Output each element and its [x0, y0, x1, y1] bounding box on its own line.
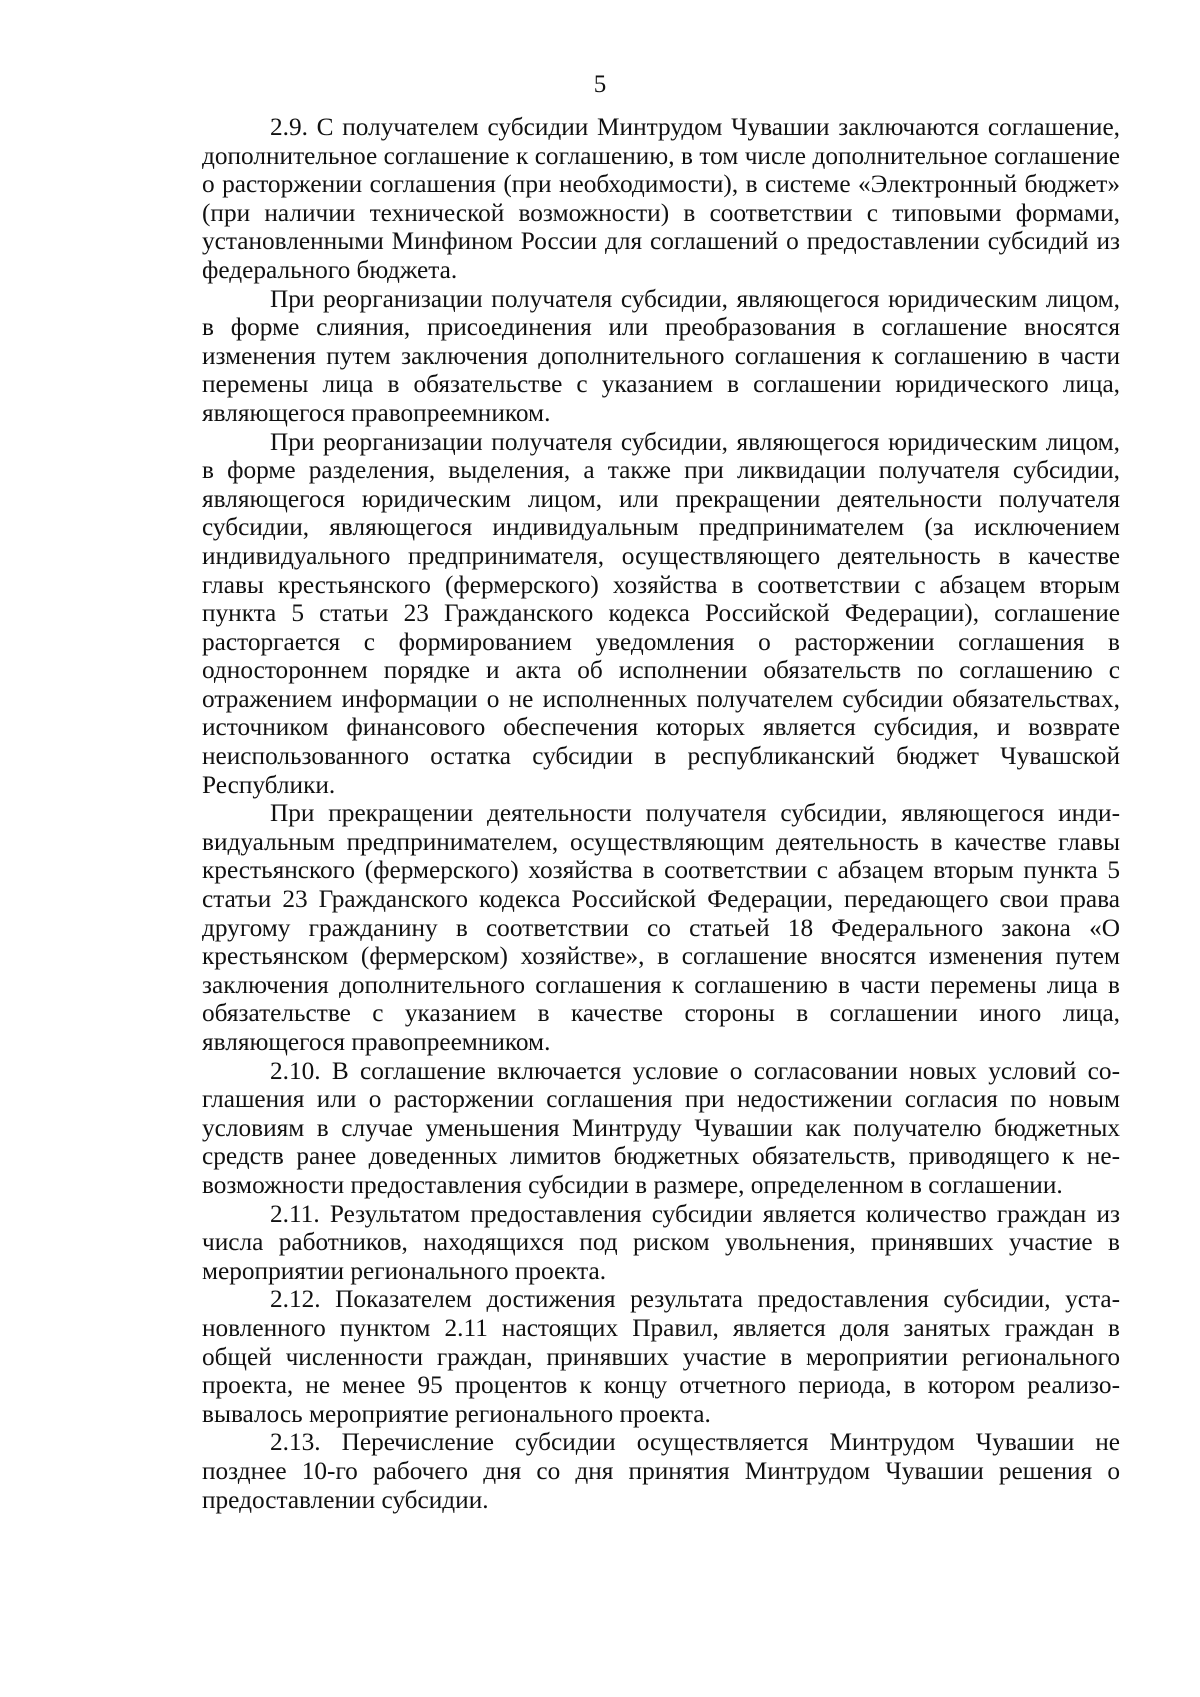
- paragraph-2-9: 2.9. С получателем субсидии Минтрудом Чувашии заключаются соглашение, дополнительное соглашение к соглашению, в том числе дополнительное соглашение о расторжении соглашения (при необходимости), в системе «Электронный бюджет» (при наличии технической возможности) в соответствии с типовыми формами, установленными Минфином России для соглашений о предоставлении субсидий из федерального бюджета.: [202, 113, 1120, 284]
- paragraph-reorganization-division: При реорганизации получателя субсидии, являющегося юридическим лицом, в форме разделения, выделения, а также при ликвидации получателя субсидии, являющегося юридическим лицом, или прекращении деятельности получателя субсидии, являющегося индивидуальным предпринимателем (за исключением индивидуального предпринимателя, осуществляющего деятельность в качестве главы крестьянского (фермерского) хозяйства в соответствии с абзацем вторым пункта 5 статьи 23 Гражданского кодекса Российской Федерации), соглашение расторгается с формированием уведомления о расторжении соглашения в одностороннем порядке и акта об исполнении обязательств по соглашению с отражением информации о не исполненных получателем субсидии обязательствах, источником финансового обеспечения которых является субсидия, и возврате неиспользованного остатка субсидии в республиканский бюджет Чувашской Республики.: [202, 427, 1120, 799]
- paragraph-2-13: 2.13. Перечисление субсидии осуществляется Минтрудом Чувашии не позднее 10-го рабочего дня со дня принятия Минтрудом Чувашии решения о предоставлении субсидии.: [202, 1428, 1120, 1514]
- paragraph-2-11: 2.11. Результатом предоставления субсидии является количество граждан из числа работников, находящихся под риском увольнения, принявших участие в мероприятии регионального проекта.: [202, 1199, 1120, 1285]
- paragraph-2-10: 2.10. В соглашение включается условие о согласовании новых условий соглашения или о расторжении соглашения при недостижении согласия по новым условиям в случае уменьшения Минтруду Чувашии как получателю бюджетных средств ранее доведенных лимитов бюджетных обязательств, приводящего к невозможности предоставления субсидии в размере, определенном в соглашении.: [202, 1056, 1120, 1199]
- paragraph-termination-entrepreneur: При прекращении деятельности получателя субсидии, являющегося индивидуальным предпринимателем, осуществляющим деятельность в качестве главы крестьянского (фермерского) хозяйства в соответствии с абзацем вторым пункта 5 статьи 23 Гражданского кодекса Российской Федерации, передающего свои права другому гражданину в соответствии со статьей 18 Федерального закона «О крестьянском (фермерском) хозяйстве», в соглашение вносятся изменения путем заключения дополнительного соглашения к соглашению в части перемены лица в обязательстве с указанием в качестве стороны в соглашении иного лица, являющегося правопреемником.: [202, 799, 1120, 1056]
- page-number: 5: [593, 71, 607, 98]
- paragraph-2-12: 2.12. Показателем достижения результата предоставления субсидии, установленного пунктом 2.11 настоящих Правил, является доля занятых граждан в общей численности граждан, принявших участие в мероприятии регионального проекта, не менее 95 процентов к концу отчетного периода, в котором реализовывалось мероприятие регионального проекта.: [202, 1285, 1120, 1428]
- paragraph-reorganization-merger: При реорганизации получателя субсидии, являющегося юридическим лицом, в форме слияния, присоединения или преобразования в соглашение вносятся изменения путем заключения дополнительного соглашения к соглашению в части перемены лица в обязательстве с указанием в соглашении юридического лица, являющегося правопреемником.: [202, 284, 1120, 427]
- document-body: [202, 113, 1120, 1514]
